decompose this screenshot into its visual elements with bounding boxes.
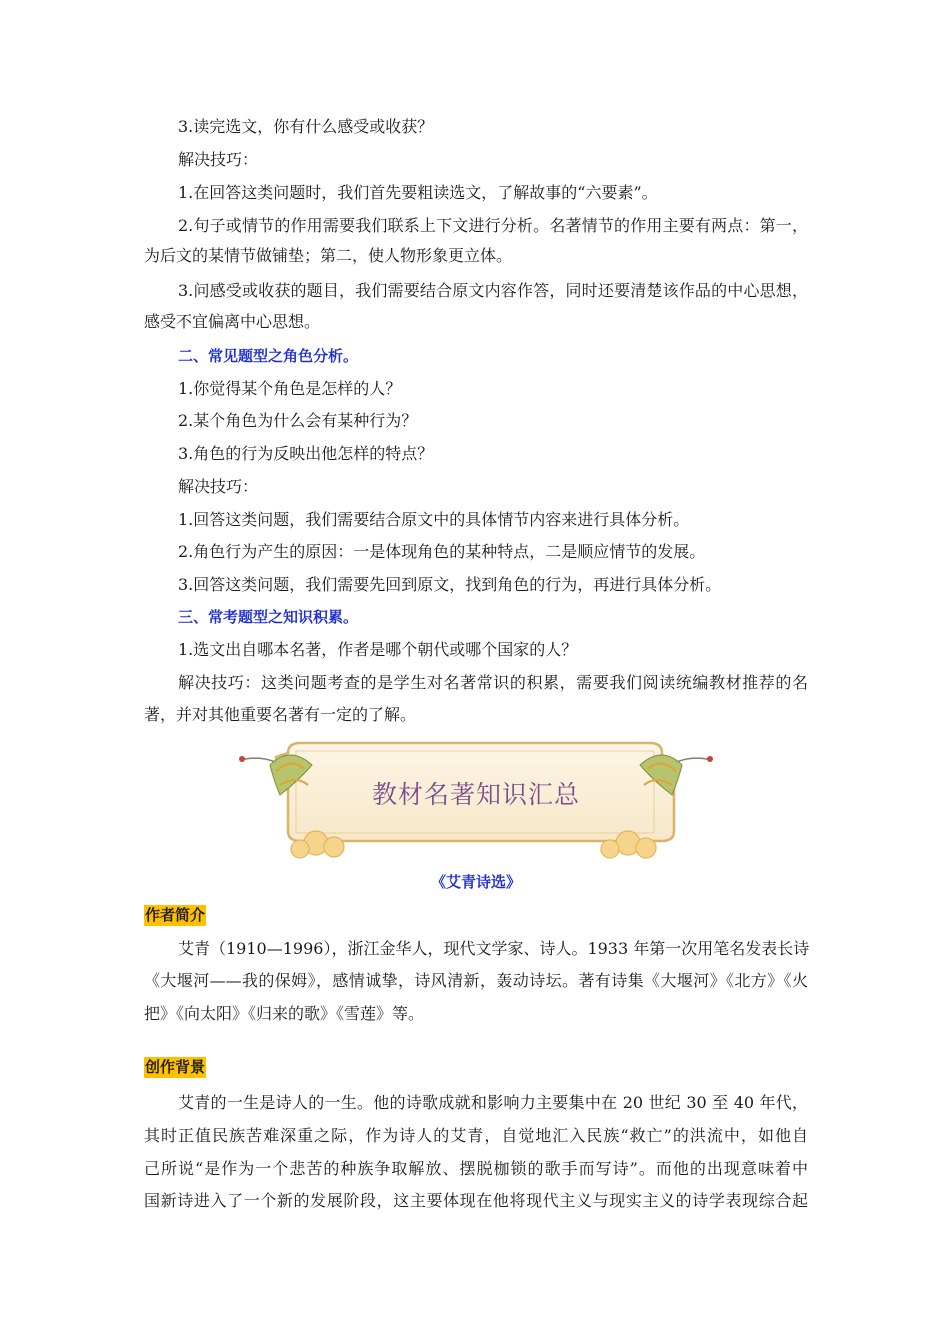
role-question-3: 3.角色的行为反映出他怎样的特点？ bbox=[178, 444, 434, 463]
tip-3-line-1: 3.问感受或收获的题目，我们需要结合原文内容作答，同时还要清楚该作品的中心思想， bbox=[178, 281, 808, 300]
knowledge-tip-line-2: 著，并对其他重要名著有一定的了解。 bbox=[144, 705, 417, 724]
author-line-3: 把》《向太阳》《归来的歌》《雪莲》等。 bbox=[144, 1004, 425, 1023]
role-tip-2: 2.角色行为产生的原因：一是体现角色的某种特点，二是顺应情节的发展。 bbox=[178, 542, 706, 561]
knowledge-question-1: 1.选文出自哪本名著，作者是哪个朝代或哪个国家的人？ bbox=[178, 640, 578, 659]
background-line-1: 艾青的一生是诗人的一生。他的诗歌成就和影响力主要集中在 20 世纪 30 至 40 年代， bbox=[178, 1093, 808, 1112]
knowledge-tip-line-1: 解决技巧：这类问题考查的是学生对名著常识的积累，需要我们阅读统编教材推荐的名 bbox=[178, 673, 808, 692]
section-banner bbox=[230, 735, 722, 860]
background-label-row bbox=[144, 1056, 808, 1078]
author-label: 作者简介 bbox=[145, 906, 206, 924]
role-question-2: 2.某个角色为什么会有某种行为？ bbox=[178, 411, 418, 430]
author-line-2: 《大堰河——我的保姆》，感情诚挚，诗风清新，轰动诗坛。著有诗集《大堰河》《北方》《火 bbox=[144, 971, 808, 990]
role-question-1: 1.你觉得某个角色是怎样的人？ bbox=[178, 379, 402, 398]
tip-3-line-2: 感受不宜偏离中心思想。 bbox=[144, 312, 321, 331]
author-line-1: 艾青（1910—1996），浙江金华人，现代文学家、诗人。1933 年第一次用笔名发表长诗 bbox=[178, 939, 810, 958]
role-tips-label: 解决技巧： bbox=[178, 477, 259, 496]
section-heading-knowledge: 三、常考题型之知识积累。 bbox=[178, 608, 359, 626]
role-tip-3: 3.回答这类问题，我们需要先回到原文，找到角色的行为，再进行具体分析。 bbox=[178, 575, 722, 594]
role-tip-1: 1.回答这类问题，我们需要结合原文中的具体情节内容来进行具体分析。 bbox=[178, 510, 690, 529]
tip-1: 1.在回答这类问题时，我们首先要粗读选文，了解故事的“六要素”。 bbox=[178, 183, 658, 202]
background-line-4: 国新诗进入了一个新的发展阶段，这主要体现在他将现代主义与现实主义的诗学表现综合起 bbox=[144, 1191, 808, 1210]
book-title: 《艾青诗选》 bbox=[430, 873, 521, 891]
background-line-3: 己所说“是作为一个悲苦的种族争取解放、摆脱枷锁的歌手而写诗”。而他的出现意味着中 bbox=[144, 1159, 808, 1178]
tips-label: 解决技巧： bbox=[178, 150, 259, 169]
banner-title: 教材名著知识汇总 bbox=[371, 780, 580, 809]
section-heading-role-analysis: 二、常见题型之角色分析。 bbox=[178, 347, 359, 365]
background-label: 创作背景 bbox=[145, 1058, 206, 1076]
question-3: 3.读完选文，你有什么感受或收获？ bbox=[178, 117, 434, 136]
author-label-row bbox=[144, 904, 808, 926]
background-line-2: 其时正值民族苦难深重之际，作为诗人的艾青，自觉地汇入民族“救亡”的洪流中，如他自 bbox=[144, 1126, 808, 1145]
tip-2-line-2: 为后文的某情节做铺垫；第二，使人物形象更立体。 bbox=[144, 246, 513, 265]
tip-2-line-1: 2.句子或情节的作用需要我们联系上下文进行分析。名著情节的作用主要有两点：第一， bbox=[178, 216, 808, 235]
